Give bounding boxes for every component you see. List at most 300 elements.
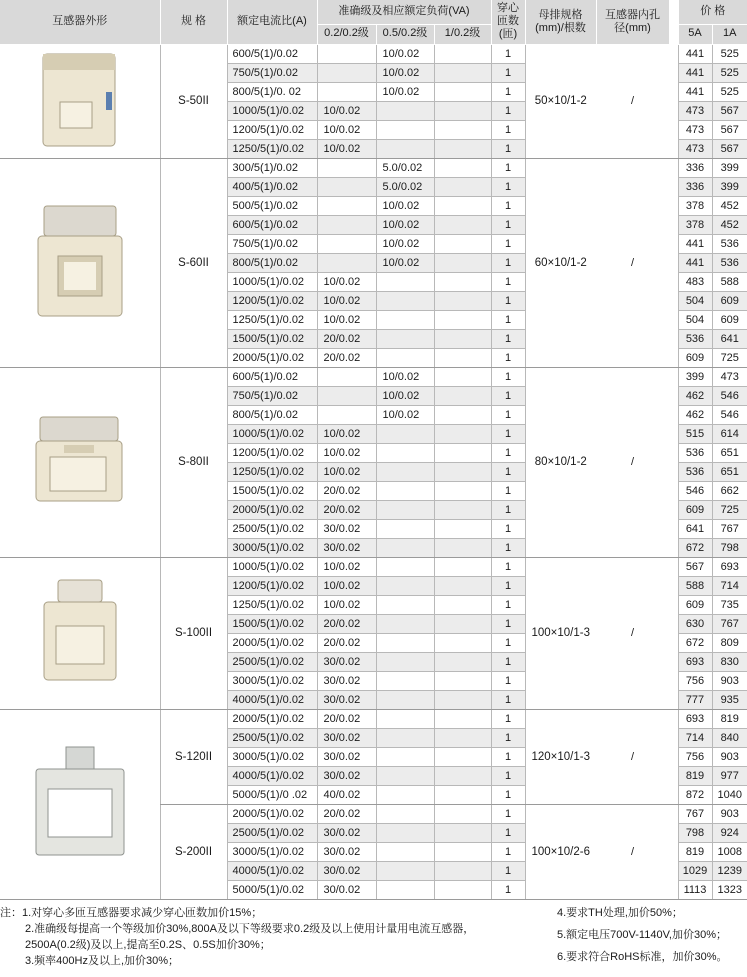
header-accuracy-group: 准确级及相应额定负荷(VA) bbox=[317, 0, 491, 24]
price-1a-cell: 536 bbox=[712, 253, 747, 272]
accuracy-05-cell bbox=[376, 842, 434, 861]
rated-ratio-cell: 1000/5(1)/0.02 bbox=[227, 101, 317, 120]
accuracy-02-cell: 20/0.02 bbox=[317, 804, 376, 823]
accuracy-05-cell bbox=[376, 804, 434, 823]
table-row bbox=[0, 557, 747, 576]
rated-ratio-cell: 4000/5(1)/0.02 bbox=[227, 690, 317, 709]
price-5a-cell: 819 bbox=[678, 766, 712, 785]
price-1a-cell: 809 bbox=[712, 633, 747, 652]
rated-ratio-cell: 2000/5(1)/0.02 bbox=[227, 500, 317, 519]
accuracy-1-cell bbox=[434, 861, 491, 880]
turns-cell: 1 bbox=[491, 120, 525, 139]
price-5a-cell: 441 bbox=[678, 63, 712, 82]
turns-cell: 1 bbox=[491, 177, 525, 196]
price-5a-cell: 462 bbox=[678, 386, 712, 405]
accuracy-05-cell bbox=[376, 500, 434, 519]
accuracy-05-cell: 10/0.02 bbox=[376, 82, 434, 101]
price-5a-cell: 473 bbox=[678, 139, 712, 158]
accuracy-02-cell: 10/0.02 bbox=[317, 310, 376, 329]
accuracy-02-cell: 30/0.02 bbox=[317, 728, 376, 747]
busbar-spec: 80×10/1-2 bbox=[525, 367, 596, 557]
header-price-1a: 1A bbox=[712, 24, 747, 44]
accuracy-1-cell bbox=[434, 291, 491, 310]
accuracy-1-cell bbox=[434, 253, 491, 272]
turns-cell: 1 bbox=[491, 880, 525, 899]
note-2b: 2500A(0.2级)及以上,提高至0.2S、0.5S加价30%； bbox=[25, 939, 271, 951]
note-5: 5.额定电压700V-1140V,加价30%； bbox=[557, 929, 727, 941]
accuracy-1-cell bbox=[434, 63, 491, 82]
price-5a-cell: 672 bbox=[678, 538, 712, 557]
price-1a-cell: 819 bbox=[712, 709, 747, 728]
accuracy-02-cell bbox=[317, 215, 376, 234]
accuracy-02-cell bbox=[317, 82, 376, 101]
price-5a-cell: 378 bbox=[678, 215, 712, 234]
accuracy-02-cell: 10/0.02 bbox=[317, 557, 376, 576]
accuracy-02-cell bbox=[317, 367, 376, 386]
accuracy-02-cell: 30/0.02 bbox=[317, 861, 376, 880]
price-5a-cell: 872 bbox=[678, 785, 712, 804]
accuracy-1-cell bbox=[434, 443, 491, 462]
note-1: 注：1.对穿心多匝互感器要求减少穿心匝数加价15%； bbox=[0, 907, 263, 919]
accuracy-05-cell: 10/0.02 bbox=[376, 405, 434, 424]
accuracy-1-cell bbox=[434, 500, 491, 519]
turns-cell: 1 bbox=[491, 386, 525, 405]
turns-cell: 1 bbox=[491, 215, 525, 234]
price-5a-cell: 536 bbox=[678, 443, 712, 462]
accuracy-1-cell bbox=[434, 234, 491, 253]
accuracy-02-cell: 30/0.02 bbox=[317, 842, 376, 861]
accuracy-1-cell bbox=[434, 747, 491, 766]
turns-cell: 1 bbox=[491, 272, 525, 291]
accuracy-1-cell bbox=[434, 595, 491, 614]
accuracy-1-cell bbox=[434, 652, 491, 671]
price-5a-cell: 693 bbox=[678, 652, 712, 671]
price-1a-cell: 525 bbox=[712, 44, 747, 63]
rated-ratio-cell: 4000/5(1)/0.02 bbox=[227, 766, 317, 785]
turns-cell: 1 bbox=[491, 196, 525, 215]
turns-cell: 1 bbox=[491, 405, 525, 424]
inner-hole-value: / bbox=[596, 804, 669, 899]
accuracy-02-cell bbox=[317, 234, 376, 253]
accuracy-05-cell bbox=[376, 823, 434, 842]
accuracy-05-cell bbox=[376, 633, 434, 652]
accuracy-02-cell: 10/0.02 bbox=[317, 120, 376, 139]
busbar-spec: 120×10/1-3 bbox=[525, 709, 596, 804]
table-row bbox=[0, 367, 747, 386]
rated-ratio-cell: 1000/5(1)/0.02 bbox=[227, 557, 317, 576]
accuracy-05-cell: 10/0.02 bbox=[376, 196, 434, 215]
accuracy-02-cell: 20/0.02 bbox=[317, 709, 376, 728]
accuracy-05-cell: 10/0.02 bbox=[376, 63, 434, 82]
price-1a-cell: 903 bbox=[712, 747, 747, 766]
rated-ratio-cell: 3000/5(1)/0.02 bbox=[227, 538, 317, 557]
inner-hole-value: / bbox=[596, 158, 669, 367]
note-4: 4.要求TH处理,加价50%； bbox=[557, 907, 683, 919]
s60-transformer-image bbox=[0, 158, 160, 367]
turns-cell: 1 bbox=[491, 329, 525, 348]
busbar-spec: 50×10/1-2 bbox=[525, 44, 596, 158]
price-1a-cell: 977 bbox=[712, 766, 747, 785]
column-gap bbox=[669, 804, 678, 899]
accuracy-1-cell bbox=[434, 576, 491, 595]
rated-ratio-cell: 750/5(1)/0.02 bbox=[227, 386, 317, 405]
s80-transformer-image bbox=[0, 367, 160, 557]
accuracy-05-cell bbox=[376, 348, 434, 367]
price-5a-cell: 515 bbox=[678, 424, 712, 443]
column-gap bbox=[669, 709, 678, 804]
header-appearance: 互感器外形 bbox=[0, 0, 160, 44]
header-gap bbox=[669, 0, 678, 44]
price-1a-cell: 546 bbox=[712, 405, 747, 424]
price-1a-cell: 452 bbox=[712, 196, 747, 215]
accuracy-02-cell: 20/0.02 bbox=[317, 481, 376, 500]
accuracy-05-cell bbox=[376, 120, 434, 139]
inner-hole-value: / bbox=[596, 44, 669, 158]
turns-cell: 1 bbox=[491, 481, 525, 500]
price-5a-cell: 462 bbox=[678, 405, 712, 424]
spec-label: S-60II bbox=[160, 158, 227, 367]
column-gap bbox=[669, 44, 678, 158]
accuracy-1-cell bbox=[434, 823, 491, 842]
accuracy-05-cell bbox=[376, 139, 434, 158]
price-5a-cell: 567 bbox=[678, 557, 712, 576]
price-1a-cell: 662 bbox=[712, 481, 747, 500]
accuracy-05-cell bbox=[376, 766, 434, 785]
accuracy-05-cell: 5.0/0.02 bbox=[376, 177, 434, 196]
turns-cell: 1 bbox=[491, 101, 525, 120]
turns-cell: 1 bbox=[491, 671, 525, 690]
rated-ratio-cell: 750/5(1)/0.02 bbox=[227, 234, 317, 253]
price-5a-cell: 693 bbox=[678, 709, 712, 728]
price-5a-cell: 756 bbox=[678, 671, 712, 690]
header-accuracy-1: 1/0.2级 bbox=[434, 24, 491, 44]
accuracy-05-cell bbox=[376, 272, 434, 291]
note-2a: 2.准确级每提高一个等级加价30%,800A及以下等级要求0.2级及以上使用计量用电流互感器， bbox=[25, 923, 475, 935]
accuracy-1-cell bbox=[434, 785, 491, 804]
table-row bbox=[0, 44, 747, 63]
accuracy-02-cell: 10/0.02 bbox=[317, 272, 376, 291]
rated-ratio-cell: 1500/5(1)/0.02 bbox=[227, 614, 317, 633]
rated-ratio-cell: 1250/5(1)/0.02 bbox=[227, 595, 317, 614]
accuracy-02-cell bbox=[317, 44, 376, 63]
table-row bbox=[0, 158, 747, 177]
rated-ratio-cell: 800/5(1)/0.02 bbox=[227, 405, 317, 424]
turns-cell: 1 bbox=[491, 291, 525, 310]
rated-ratio-cell: 300/5(1)/0.02 bbox=[227, 158, 317, 177]
accuracy-05-cell bbox=[376, 329, 434, 348]
price-1a-cell: 924 bbox=[712, 823, 747, 842]
price-1a-cell: 641 bbox=[712, 329, 747, 348]
price-1a-cell: 536 bbox=[712, 234, 747, 253]
price-1a-cell: 1323 bbox=[712, 880, 747, 899]
accuracy-02-cell: 20/0.02 bbox=[317, 348, 376, 367]
accuracy-02-cell bbox=[317, 196, 376, 215]
accuracy-02-cell: 30/0.02 bbox=[317, 519, 376, 538]
turns-cell: 1 bbox=[491, 747, 525, 766]
header-turns: 穿心匝数(匝) bbox=[491, 0, 525, 44]
price-5a-cell: 536 bbox=[678, 329, 712, 348]
price-5a-cell: 777 bbox=[678, 690, 712, 709]
header-inner-hole: 互感器内孔径(mm) bbox=[596, 0, 669, 44]
price-5a-cell: 441 bbox=[678, 82, 712, 101]
turns-cell: 1 bbox=[491, 63, 525, 82]
price-1a-cell: 567 bbox=[712, 120, 747, 139]
accuracy-05-cell bbox=[376, 576, 434, 595]
accuracy-05-cell bbox=[376, 785, 434, 804]
accuracy-1-cell bbox=[434, 462, 491, 481]
price-5a-cell: 441 bbox=[678, 234, 712, 253]
accuracy-05-cell bbox=[376, 861, 434, 880]
price-1a-cell: 693 bbox=[712, 557, 747, 576]
price-1a-cell: 525 bbox=[712, 63, 747, 82]
price-1a-cell: 935 bbox=[712, 690, 747, 709]
s120-transformer-image bbox=[0, 709, 160, 899]
price-1a-cell: 798 bbox=[712, 538, 747, 557]
price-1a-cell: 588 bbox=[712, 272, 747, 291]
rated-ratio-cell: 750/5(1)/0.02 bbox=[227, 63, 317, 82]
rated-ratio-cell: 1500/5(1)/0.02 bbox=[227, 329, 317, 348]
accuracy-1-cell bbox=[434, 120, 491, 139]
rated-ratio-cell: 5000/5(1)/0.02 bbox=[227, 880, 317, 899]
accuracy-05-cell bbox=[376, 557, 434, 576]
accuracy-02-cell bbox=[317, 253, 376, 272]
busbar-spec: 100×10/2-6 bbox=[525, 804, 596, 899]
accuracy-05-cell: 10/0.02 bbox=[376, 367, 434, 386]
turns-cell: 1 bbox=[491, 500, 525, 519]
accuracy-05-cell bbox=[376, 728, 434, 747]
turns-cell: 1 bbox=[491, 139, 525, 158]
turns-cell: 1 bbox=[491, 519, 525, 538]
turns-cell: 1 bbox=[491, 253, 525, 272]
column-gap bbox=[669, 158, 678, 367]
s100-transformer-image bbox=[0, 557, 160, 709]
price-5a-cell: 536 bbox=[678, 462, 712, 481]
price-1a-cell: 1239 bbox=[712, 861, 747, 880]
accuracy-02-cell: 30/0.02 bbox=[317, 690, 376, 709]
rated-ratio-cell: 1000/5(1)/0.02 bbox=[227, 424, 317, 443]
price-1a-cell: 473 bbox=[712, 367, 747, 386]
inner-hole-value: / bbox=[596, 709, 669, 804]
accuracy-1-cell bbox=[434, 272, 491, 291]
turns-cell: 1 bbox=[491, 614, 525, 633]
price-table-body bbox=[0, 44, 747, 899]
turns-cell: 1 bbox=[491, 44, 525, 63]
rated-ratio-cell: 1250/5(1)/0.02 bbox=[227, 310, 317, 329]
accuracy-1-cell bbox=[434, 386, 491, 405]
header-spec: 规 格 bbox=[160, 0, 227, 44]
price-5a-cell: 336 bbox=[678, 158, 712, 177]
price-1a-cell: 903 bbox=[712, 804, 747, 823]
accuracy-05-cell: 10/0.02 bbox=[376, 253, 434, 272]
accuracy-05-cell bbox=[376, 595, 434, 614]
price-5a-cell: 588 bbox=[678, 576, 712, 595]
price-1a-cell: 830 bbox=[712, 652, 747, 671]
header-accuracy-02: 0.2/0.2级 bbox=[317, 24, 376, 44]
rated-ratio-cell: 1200/5(1)/0.02 bbox=[227, 291, 317, 310]
spec-label: S-200II bbox=[160, 804, 227, 899]
accuracy-1-cell bbox=[434, 671, 491, 690]
price-5a-cell: 641 bbox=[678, 519, 712, 538]
rated-ratio-cell: 2000/5(1)/0.02 bbox=[227, 709, 317, 728]
accuracy-02-cell bbox=[317, 405, 376, 424]
accuracy-05-cell bbox=[376, 880, 434, 899]
rated-ratio-cell: 600/5(1)/0.02 bbox=[227, 367, 317, 386]
rated-ratio-cell: 2500/5(1)/0.02 bbox=[227, 652, 317, 671]
accuracy-05-cell bbox=[376, 310, 434, 329]
accuracy-02-cell: 10/0.02 bbox=[317, 576, 376, 595]
header-accuracy-05: 0.5/0.2级 bbox=[376, 24, 434, 44]
accuracy-02-cell: 10/0.02 bbox=[317, 424, 376, 443]
inner-hole-value: / bbox=[596, 557, 669, 709]
price-5a-cell: 819 bbox=[678, 842, 712, 861]
rated-ratio-cell: 1000/5(1)/0.02 bbox=[227, 272, 317, 291]
rated-ratio-cell: 400/5(1)/0.02 bbox=[227, 177, 317, 196]
accuracy-02-cell: 30/0.02 bbox=[317, 766, 376, 785]
accuracy-05-cell: 10/0.02 bbox=[376, 386, 434, 405]
rated-ratio-cell: 3000/5(1)/0.02 bbox=[227, 671, 317, 690]
rated-ratio-cell: 4000/5(1)/0.02 bbox=[227, 861, 317, 880]
price-1a-cell: 651 bbox=[712, 443, 747, 462]
turns-cell: 1 bbox=[491, 367, 525, 386]
accuracy-1-cell bbox=[434, 158, 491, 177]
accuracy-1-cell bbox=[434, 519, 491, 538]
price-5a-cell: 609 bbox=[678, 595, 712, 614]
turns-cell: 1 bbox=[491, 861, 525, 880]
rated-ratio-cell: 2500/5(1)/0.02 bbox=[227, 728, 317, 747]
accuracy-1-cell bbox=[434, 633, 491, 652]
rated-ratio-cell: 500/5(1)/0.02 bbox=[227, 196, 317, 215]
price-1a-cell: 525 bbox=[712, 82, 747, 101]
rated-ratio-cell: 1500/5(1)/0.02 bbox=[227, 481, 317, 500]
header-price: 价 格 bbox=[678, 0, 747, 24]
inner-hole-value: / bbox=[596, 367, 669, 557]
s50-transformer-image bbox=[0, 44, 160, 158]
price-5a-cell: 1113 bbox=[678, 880, 712, 899]
accuracy-02-cell: 20/0.02 bbox=[317, 633, 376, 652]
spec-label: S-120II bbox=[160, 709, 227, 804]
rated-ratio-cell: 800/5(1)/0.02 bbox=[227, 253, 317, 272]
accuracy-05-cell bbox=[376, 481, 434, 500]
accuracy-02-cell bbox=[317, 158, 376, 177]
price-1a-cell: 546 bbox=[712, 386, 747, 405]
accuracy-02-cell: 20/0.02 bbox=[317, 614, 376, 633]
busbar-spec: 60×10/1-2 bbox=[525, 158, 596, 367]
accuracy-1-cell bbox=[434, 424, 491, 443]
price-1a-cell: 651 bbox=[712, 462, 747, 481]
price-5a-cell: 1029 bbox=[678, 861, 712, 880]
accuracy-05-cell bbox=[376, 690, 434, 709]
accuracy-1-cell bbox=[434, 44, 491, 63]
rated-ratio-cell: 1200/5(1)/0.02 bbox=[227, 576, 317, 595]
accuracy-1-cell bbox=[434, 709, 491, 728]
accuracy-02-cell: 30/0.02 bbox=[317, 823, 376, 842]
price-1a-cell: 1008 bbox=[712, 842, 747, 861]
rated-ratio-cell: 3000/5(1)/0.02 bbox=[227, 842, 317, 861]
accuracy-02-cell bbox=[317, 386, 376, 405]
price-5a-cell: 672 bbox=[678, 633, 712, 652]
price-1a-cell: 1040 bbox=[712, 785, 747, 804]
rated-ratio-cell: 1200/5(1)/0.02 bbox=[227, 443, 317, 462]
accuracy-1-cell bbox=[434, 367, 491, 386]
turns-cell: 1 bbox=[491, 424, 525, 443]
accuracy-02-cell: 10/0.02 bbox=[317, 139, 376, 158]
price-5a-cell: 336 bbox=[678, 177, 712, 196]
accuracy-05-cell bbox=[376, 538, 434, 557]
table-row bbox=[0, 709, 747, 728]
accuracy-05-cell bbox=[376, 424, 434, 443]
column-gap bbox=[669, 367, 678, 557]
price-5a-cell: 609 bbox=[678, 348, 712, 367]
accuracy-1-cell bbox=[434, 842, 491, 861]
spec-label: S-50II bbox=[160, 44, 227, 158]
accuracy-1-cell bbox=[434, 215, 491, 234]
accuracy-05-cell bbox=[376, 747, 434, 766]
accuracy-1-cell bbox=[434, 614, 491, 633]
turns-cell: 1 bbox=[491, 690, 525, 709]
rated-ratio-cell: 2500/5(1)/0.02 bbox=[227, 823, 317, 842]
price-5a-cell: 609 bbox=[678, 500, 712, 519]
rated-ratio-cell: 1200/5(1)/0.02 bbox=[227, 120, 317, 139]
header-rated-ratio: 额定电流比(A) bbox=[227, 0, 317, 44]
accuracy-05-cell bbox=[376, 652, 434, 671]
turns-cell: 1 bbox=[491, 538, 525, 557]
accuracy-05-cell bbox=[376, 519, 434, 538]
turns-cell: 1 bbox=[491, 595, 525, 614]
accuracy-05-cell: 10/0.02 bbox=[376, 215, 434, 234]
accuracy-1-cell bbox=[434, 348, 491, 367]
accuracy-1-cell bbox=[434, 139, 491, 158]
rated-ratio-cell: 600/5(1)/0.02 bbox=[227, 215, 317, 234]
accuracy-02-cell: 20/0.02 bbox=[317, 329, 376, 348]
price-5a-cell: 630 bbox=[678, 614, 712, 633]
accuracy-1-cell bbox=[434, 804, 491, 823]
turns-cell: 1 bbox=[491, 766, 525, 785]
note-6: 6.要求符合RoHS标准，加价30%。 bbox=[557, 951, 728, 963]
turns-cell: 1 bbox=[491, 310, 525, 329]
price-5a-cell: 504 bbox=[678, 291, 712, 310]
accuracy-05-cell bbox=[376, 291, 434, 310]
turns-cell: 1 bbox=[491, 576, 525, 595]
price-5a-cell: 473 bbox=[678, 120, 712, 139]
rated-ratio-cell: 1250/5(1)/0.02 bbox=[227, 462, 317, 481]
accuracy-05-cell bbox=[376, 671, 434, 690]
accuracy-02-cell: 30/0.02 bbox=[317, 538, 376, 557]
accuracy-02-cell bbox=[317, 63, 376, 82]
accuracy-02-cell: 40/0.02 bbox=[317, 785, 376, 804]
accuracy-1-cell bbox=[434, 101, 491, 120]
price-5a-cell: 441 bbox=[678, 44, 712, 63]
accuracy-1-cell bbox=[434, 538, 491, 557]
rated-ratio-cell: 600/5(1)/0.02 bbox=[227, 44, 317, 63]
turns-cell: 1 bbox=[491, 728, 525, 747]
turns-cell: 1 bbox=[491, 804, 525, 823]
price-5a-cell: 483 bbox=[678, 272, 712, 291]
turns-cell: 1 bbox=[491, 443, 525, 462]
accuracy-02-cell: 10/0.02 bbox=[317, 443, 376, 462]
header-price-5a: 5A bbox=[678, 24, 712, 44]
spec-label: S-100II bbox=[160, 557, 227, 709]
accuracy-05-cell bbox=[376, 101, 434, 120]
accuracy-02-cell: 10/0.02 bbox=[317, 462, 376, 481]
accuracy-02-cell bbox=[317, 177, 376, 196]
note-3: 3.频率400Hz及以上,加价30%； bbox=[25, 955, 180, 967]
accuracy-1-cell bbox=[434, 728, 491, 747]
rated-ratio-cell: 2500/5(1)/0.02 bbox=[227, 519, 317, 538]
accuracy-02-cell: 10/0.02 bbox=[317, 595, 376, 614]
price-1a-cell: 903 bbox=[712, 671, 747, 690]
accuracy-1-cell bbox=[434, 557, 491, 576]
header-busbar: 母排规格(mm)/根数 bbox=[525, 0, 596, 44]
